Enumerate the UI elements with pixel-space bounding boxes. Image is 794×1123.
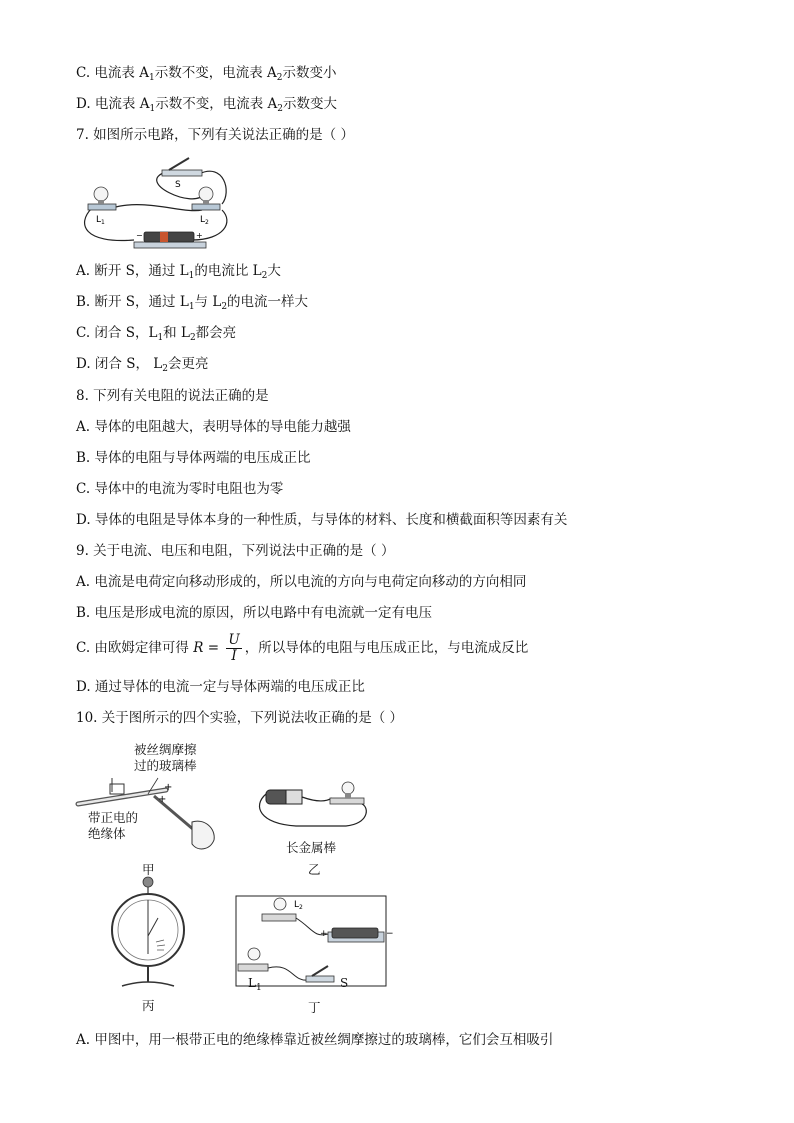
lamp2-bulb xyxy=(274,898,286,910)
lamp1-base xyxy=(88,204,116,210)
lamp1-socket xyxy=(98,200,104,204)
switch-base xyxy=(306,976,334,982)
lamp-bulb xyxy=(342,782,354,794)
option-7c: C. 闭合 S，$L_1$和 $L_2$都会亮 xyxy=(76,325,237,343)
lamp2-socket xyxy=(203,200,209,204)
battery-minus: − xyxy=(136,231,143,240)
electroscope-ball xyxy=(143,877,153,887)
figure-jia xyxy=(74,740,244,880)
plus-sign-1: + xyxy=(164,782,173,793)
switch-lever xyxy=(169,158,189,170)
glass-rod-label: 被丝绸摩擦 过的玻璃棒 xyxy=(134,742,197,773)
metal-rod-label: 长金属棒 xyxy=(286,840,337,855)
battery-plus: + xyxy=(196,231,203,240)
option-9d: D. 通过导体的电流一定与导体两端的电压成正比 xyxy=(76,679,365,695)
lamp2-base xyxy=(192,204,220,210)
electroscope-drawing xyxy=(104,874,194,994)
option-9b: B. 电压是形成电流的原因，所以电路中有电流就一定有电压 xyxy=(76,605,433,621)
lamp1-bulb xyxy=(248,948,260,960)
option-8d: D. 导体的电阻是导体本身的一种性质，与导体的材料、长度和横截面积等因素有关 xyxy=(76,512,568,528)
battery-plus: + xyxy=(320,929,328,939)
option-6d: D. 电流表 $A_1$示数不变，电流表 $A_2$示数变大 xyxy=(76,96,337,114)
switch-lever xyxy=(312,966,328,976)
switch-label: S xyxy=(340,976,349,990)
option-9c: C. 由欧姆定律可得 R = $\frac{U}{I}$ ，所以导体的电阻与电压成正比，与电流成反比 xyxy=(76,632,529,664)
plus-sign-2: + xyxy=(158,794,167,805)
option-7b: B. 断开 S，通过 $L_1$与 $L_2$的电流一样大 xyxy=(76,294,309,312)
battery-minus: − xyxy=(386,929,394,939)
battery-cell xyxy=(144,232,194,242)
caption-bing: 丙 xyxy=(142,998,155,1013)
figure-ding xyxy=(232,892,402,1018)
battery-base xyxy=(134,242,206,248)
lamp1-label: $L_1$ xyxy=(96,215,105,226)
battery-band xyxy=(160,232,168,242)
caption-jia: 甲 xyxy=(142,862,155,877)
question-9: 9. 关于电流、电压和电阻，下列说法中正确的是（ ） xyxy=(76,543,395,559)
lamp2-label: $L_2$ xyxy=(294,900,303,911)
question-8: 8. 下列有关电阻的说法正确的是 xyxy=(76,388,269,404)
option-7d: D. 闭合 S， $L_2$会更亮 xyxy=(76,356,209,374)
question-10: 10. 关于图所示的四个实验，下列说法收正确的是（ ） xyxy=(76,710,404,726)
option-9a: A. 电流是电荷定向移动形成的，所以电流的方向与电荷定向移动的方向相同 xyxy=(76,574,527,590)
battery-cell xyxy=(332,928,378,938)
lamp1-base xyxy=(238,964,268,971)
option-6c: C. 电流表 $A_1$示数不变，电流表 $A_2$示数变小 xyxy=(76,65,337,83)
circuit-figure-7 xyxy=(74,152,234,252)
caption-ding: 丁 xyxy=(308,1000,321,1015)
ohm-fraction: $\frac{U}{I}$ xyxy=(228,632,240,664)
switch-base xyxy=(162,170,202,176)
option-8c: C. 导体中的电流为零时电阻也为零 xyxy=(76,481,284,497)
lamp1-bulb xyxy=(94,187,108,201)
figure-bing xyxy=(104,874,194,1014)
option-10a: A. 甲图中，用一根带正电的绝缘棒靠近被丝绸摩擦过的玻璃棒，它们会互相吸引 xyxy=(76,1032,554,1048)
lamp-base xyxy=(330,798,364,804)
option-8b: B. 导体的电阻与导体两端的电压成正比 xyxy=(76,450,311,466)
switch-label: S xyxy=(175,180,181,190)
hand-icon xyxy=(192,821,214,849)
lamp1-label: $L_1$ xyxy=(248,976,262,993)
lamp2-base xyxy=(262,914,296,921)
option-7a: A. 断开 S，通过 $L_1$的电流比 $L_2$大 xyxy=(76,263,281,281)
lamp2-bulb xyxy=(199,187,213,201)
figure-yi xyxy=(256,776,376,876)
figure-yi-drawing xyxy=(256,776,376,836)
caption-yi: 乙 xyxy=(308,862,321,877)
option-8a: A. 导体的电阻越大，表明导体的导电能力越强 xyxy=(76,419,351,435)
question-7: 7. 如图所示电路，下列有关说法正确的是（ ） xyxy=(76,127,354,143)
lamp2-label: $L_2$ xyxy=(200,215,209,226)
insulator-label: 带正电的 绝缘体 xyxy=(88,810,139,841)
